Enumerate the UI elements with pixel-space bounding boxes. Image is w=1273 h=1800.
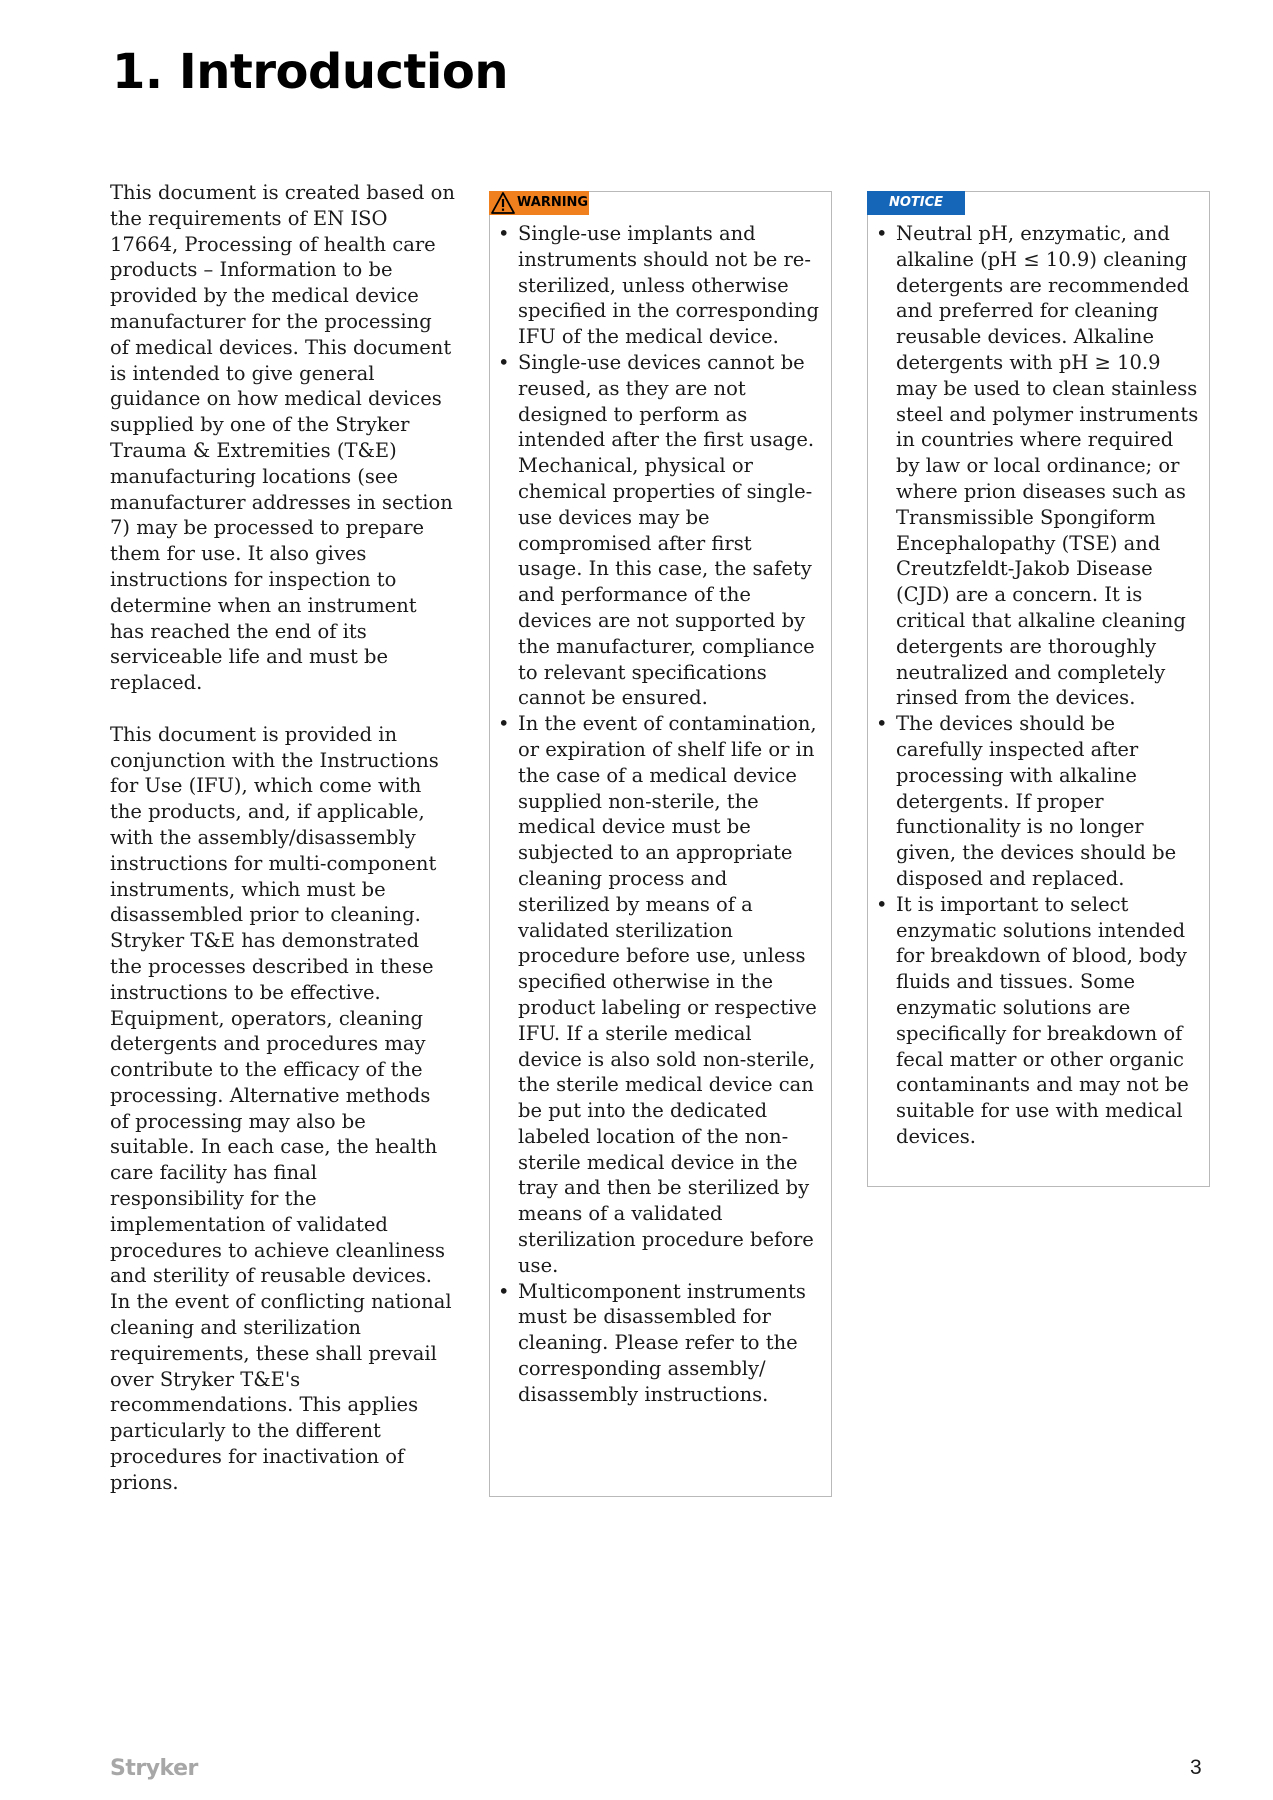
warning-label bbox=[489, 191, 589, 215]
intro-paragraph: This document is provided in conjunction with the Instructions for Use (IFU), which come with the products, and, if applicable, with the assembly/disassembly instructions for multi-component instruments, which must be disassembled prior to cleaning. Stryker T&E has demonstrated the processes described in these instructions to be effective. Equipment, operators, cleaning detergents and procedures may contribute to the efficacy of the processing. Alternative methods of processing may also be suitable. In each case, the health care facility has final responsibility for the implementation of validated procedures to achieve cleanliness and sterility of reusable devices. In the event of conflicting national cleaning and sterilization requirements, these shall prevail over Stryker T&E's recommendations. This applies particularly to the different procedures for inactivation of prions. bbox=[110, 722, 452, 1494]
list-item: • It is important to select enzymatic solutions intended for breakdown of blood, body fluids and tissues. Some enzymatic solutions are specifically for breakdown of fecal matter or other organic contaminants and may not be suitable for use with medical devices. bbox=[896, 892, 1199, 1150]
warning-list bbox=[490, 192, 831, 1408]
list-item: • In the event of contamination, or expiration of shelf life or in the case of a medical device supplied non-sterile, the medical device must be subjected to an appropriate cleaning process and sterilized by means of a validated sterilization procedure before use, unless specified otherwise in the product labeling or respective IFU. If a sterile medical device is also sold non-sterile, the sterile medical device can be put into the dedicated labeled location of the non-sterile medical device in the tray and then be sterilized by means of a validated sterilization procedure before use. bbox=[518, 711, 821, 1279]
notice-box bbox=[867, 191, 1210, 1187]
page-number: 3 bbox=[1190, 1756, 1202, 1779]
intro-column bbox=[110, 180, 455, 1521]
list-item: • Neutral pH, enzymatic, and alkaline (pH ≤ 10.9) cleaning detergents are recommended and preferred for cleaning reusable devices. Alkaline detergents with pH ≥ 10.9 may be used to clean stainless steel and polymer instruments in countries where required by law or local ordinance; or where prion diseases such as Transmissible Spongiform Encephalopathy (TSE) and Creutzfeldt-Jakob Disease (CJD) are a concern. It is critical that alkaline cleaning detergents are thoroughly neutralized and completely rinsed from the devices. bbox=[896, 221, 1199, 711]
warning-box bbox=[489, 191, 832, 1497]
intro-paragraph: This document is created based on the requirements of EN ISO 17664, Processing of health care products – Information to be provided by the medical device manufacturer for the processing of medical devices. This document is intended to give general guidance on how medical devices supplied by one of the Stryker Trauma & Extremities (T&E) manufacturing locations (see manufacturer addresses in section 7) may be processed to prepare them for use. It also gives instructions for inspection to determine when an instrument has reached the end of its serviceable life and must be replaced. bbox=[110, 181, 455, 695]
list-item: • Multicomponent instruments must be disassembled for cleaning. Please refer to the corresponding assembly/ disassembly instructions. bbox=[518, 1279, 821, 1408]
warning-label-text: WARNING bbox=[517, 195, 589, 211]
notice-label bbox=[867, 191, 965, 215]
list-item: • Single-use implants and instruments should not be re-sterilized, unless otherwise specified in the corresponding IFU of the medical device. bbox=[518, 221, 821, 350]
list-item: • Single-use devices cannot be reused, as they are not designed to perform as intended after the first usage. Mechanical, physical or chemical properties of single-use devices may be compromised after first usage. In this case, the safety and performance of the devices are not supported by the manufacturer, compliance to relevant specifications cannot be ensured. bbox=[518, 350, 821, 711]
warning-triangle-icon bbox=[491, 192, 515, 214]
page-title: 1. Introduction bbox=[112, 44, 508, 100]
list-item: • The devices should be carefully inspected after processing with alkaline detergents. If proper functionality is no longer given, the devices should be disposed and replaced. bbox=[896, 711, 1199, 892]
notice-list bbox=[868, 192, 1209, 1150]
stryker-logo: Stryker bbox=[110, 1756, 198, 1781]
notice-label-text: NOTICE bbox=[888, 195, 944, 211]
